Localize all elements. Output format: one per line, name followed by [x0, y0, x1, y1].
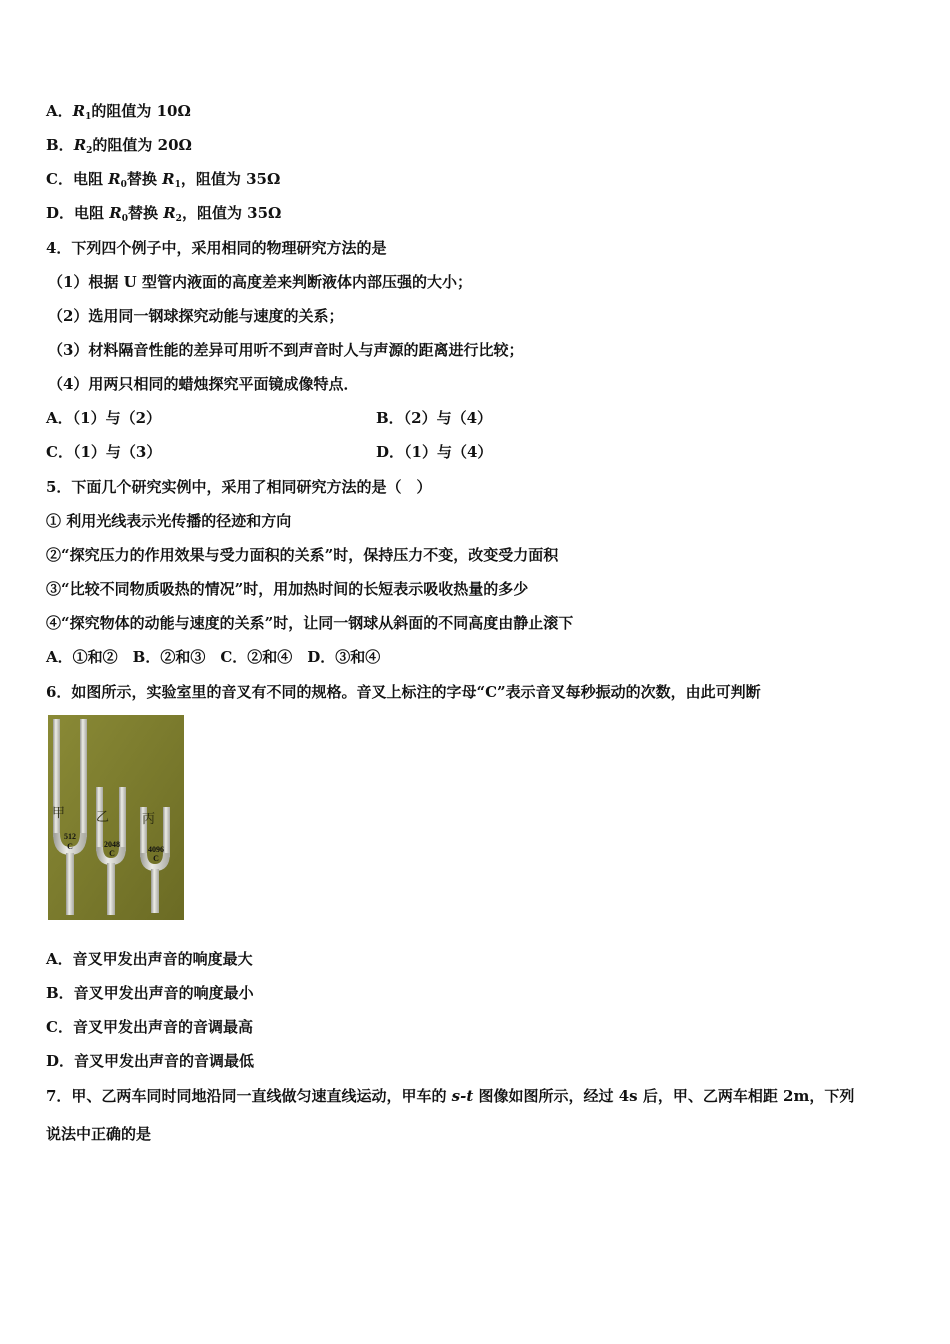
q6-stem: 6．如图所示，实验室里的音叉有不同的规格。音叉上标注的字母“C”表示音叉每秒振动的次数，由此可判断 [46, 683, 761, 701]
fork-freq-jia: 512 [64, 832, 76, 841]
q5-item-4: ④“探究物体的动能与速度的关系”时，让同一钢球从斜面的不同高度由静止滚下 [46, 614, 574, 632]
q3-option-d: D．电阻 $R_0$替换 $R_2$，阻值为 35Ω [46, 204, 282, 224]
q7-stem: 7．甲、乙两车同时同地沿同一直线做匀速直线运动，甲车的 s-t 图像如图所示，经过 4s 后，甲、乙两车相距 2m，下列 [46, 1087, 855, 1105]
q5-stem: 5．下面几个研究实例中，采用了相同研究方法的是（ ） [46, 478, 432, 496]
fork-label-bing: 丙 [142, 811, 156, 826]
fork-freq-bing: 4096 [148, 845, 164, 854]
q6-option-b: B．音叉甲发出声音的响度最小 [46, 984, 254, 1002]
fork-letter-bing: C [153, 854, 159, 863]
q4-item-2: （2）选用同一钢球探究动能与速度的关系； [48, 307, 344, 325]
q4-options-row-1 [46, 408, 746, 428]
fork-label-jia: 甲 [52, 805, 66, 820]
q4-option-b: B．（2）与（4） [376, 409, 493, 427]
q4-item-4: （4）用两只相同的蜡烛探究平面镜成像特点． [48, 375, 359, 393]
q3-option-c: C．电阻 $R_0$替换 $R_1$，阻值为 35Ω [46, 170, 281, 190]
q5-item-3: ③“比较不同物质吸热的情况”时，用加热时间的长短表示吸收热量的多少 [46, 580, 529, 598]
fork-freq-yi: 2048 [104, 840, 120, 849]
q4-options-row-2 [46, 442, 746, 462]
q5-options: A．①和② B．②和③ C．②和④ D．③和④ [46, 648, 381, 666]
q4-item-1: （1）根据 U 型管内液面的高度差来判断液体内部压强的大小； [48, 273, 472, 291]
q6-option-a: A．音叉甲发出声音的响度最大 [46, 950, 253, 968]
fork-label-yi: 乙 [96, 809, 110, 824]
fork-letter-jia: C [67, 842, 73, 851]
q7-stem-line-2: 说法中正确的是 [46, 1125, 152, 1143]
q4-item-3: （3）材料隔音性能的差异可用听不到声音时人与声源的距离进行比较； [48, 341, 524, 359]
q4-option-d: D．（1）与（4） [376, 443, 493, 461]
q6-option-d: D．音叉甲发出声音的音调最低 [46, 1052, 255, 1070]
q3-option-a: A．$R_1$的阻值为 10Ω [46, 102, 191, 122]
q5-item-2: ②“探究压力的作用效果与受力面积的关系”时，保持压力不变，改变受力面积 [46, 546, 559, 564]
q3-option-b: B．$R_2$的阻值为 20Ω [46, 136, 192, 156]
fork-letter-yi: C [109, 849, 115, 858]
q6-option-c: C．音叉甲发出声音的音调最高 [46, 1018, 253, 1036]
tuning-fork-photo [48, 715, 184, 920]
q5-item-1: ① 利用光线表示光传播的径迹和方向 [46, 512, 292, 530]
q4-stem: 4．下列四个例子中，采用相同的物理研究方法的是 [46, 239, 387, 257]
q4-option-c: C．（1）与（3） [46, 443, 162, 461]
q4-option-a: A．（1）与（2） [46, 409, 162, 427]
